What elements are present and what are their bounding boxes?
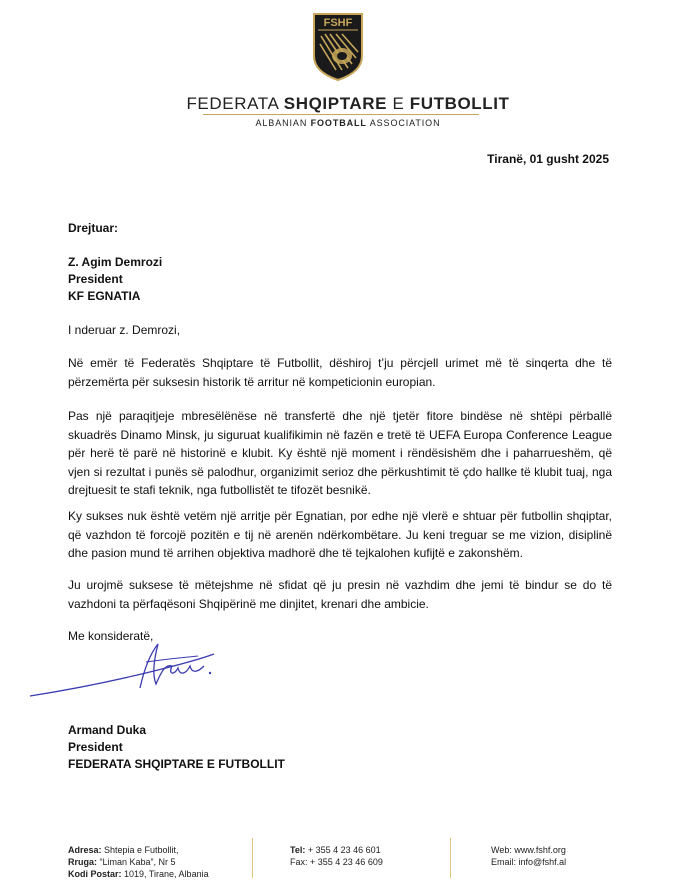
signer-org: FEDERATA SHQIPTARE E FUTBOLLIT bbox=[68, 757, 285, 771]
federation-suffix: FUTBOLLIT bbox=[409, 94, 510, 113]
paragraph-4: Ju urojmë suksese të mëtejshme në sfidat që ju presin në vazhdim dhe jemi të bindur se do të vazhdoni ta përfaqësoni Shqipërinë me dinjitet, krenari dhe ambicie. bbox=[68, 578, 612, 611]
footer-divider bbox=[450, 838, 451, 878]
federation-e: E bbox=[387, 94, 410, 113]
footer-phone bbox=[290, 844, 383, 868]
footer-web bbox=[491, 844, 566, 868]
addressed-to: Drejtuar: bbox=[68, 221, 119, 235]
header-rule bbox=[203, 114, 479, 115]
footer-address bbox=[68, 844, 209, 880]
fax-value: + 355 4 23 46 609 bbox=[307, 857, 383, 867]
federation-name bbox=[0, 94, 696, 114]
email-link[interactable]: Email: info@fshf.al bbox=[491, 857, 567, 867]
fax-label: Fax: bbox=[290, 857, 308, 867]
sub-prefix: ALBANIAN bbox=[255, 118, 311, 128]
paragraph-3: Ky sukses nuk është vetëm një arritje për Egnatian, por edhe një vlerë e shtuar për futbollin shqiptar, që vazhdon të forcojë pozitën e tij në arenën ndërkombëtare. Ju keni treguar se me vizion, disiplinë dhe pasion mund të arrihen objektiva madhorë dhe të tejkalohen kufijtë e zakonshëm. bbox=[68, 509, 612, 561]
recipient-block bbox=[68, 254, 612, 305]
letterhead-footer bbox=[68, 838, 628, 880]
federation-mid: SHQIPTARE bbox=[283, 94, 388, 113]
tel-value: + 355 4 23 46 601 bbox=[305, 845, 381, 855]
paragraph-2: Pas një paraqitjeje mbresëlënëse në transfertë dhe një tjetër fitore bindëse në shtëpi përballë skuadrës Dinamo Minsk, ju siguruat kualifikimin në fazën e tretë të UEFA Europa Conference League për herë të parë në historinë e klubit. Ky është një moment i rëndësishëm dhe i paharrueshëm, që vjen si rezultat i punës së palodhur, organizimit serioz dhe përkushtimit të çdo hallke të klubit tuaj, nga drejtuesit te stafi teknik, nga futbollistët te tifozët besnikë. bbox=[68, 409, 612, 498]
postal-value: 1019, Tirane, Albania bbox=[121, 869, 209, 879]
association-name bbox=[0, 118, 696, 128]
street-value: “Liman Kaba”, Nr 5 bbox=[97, 857, 176, 867]
letter-date: Tiranë, 01 gusht 2025 bbox=[487, 152, 609, 166]
federation-prefix: FEDERATA bbox=[186, 94, 284, 113]
signer-title: President bbox=[68, 740, 123, 754]
logo-text: FSHF bbox=[323, 17, 353, 29]
tel-label: Tel: bbox=[290, 845, 306, 855]
salutation: I nderuar z. Demrozi, bbox=[68, 323, 181, 337]
postal-label: Kodi Postar: bbox=[68, 869, 122, 879]
signer-name: Armand Duka bbox=[68, 723, 147, 737]
address-label: Adresa: bbox=[68, 845, 102, 855]
paragraph-1: Në emër të Federatës Shqiptare të Futbollit, dëshiroj t’ju përcjell urimet më të sinqerta dhe të përzemërta për suksesin historik të arritur në kompeticionin europian. bbox=[68, 356, 612, 389]
recipient-name: Z. Agim Demrozi bbox=[68, 255, 163, 269]
street-label: Rruga: bbox=[68, 857, 97, 867]
address-value: Shtepia e Futbollit, bbox=[101, 845, 179, 855]
closing: Me konsideratë, bbox=[68, 629, 154, 643]
handwritten-signature bbox=[28, 640, 224, 706]
fshf-logo bbox=[312, 12, 364, 82]
signer-block bbox=[68, 722, 612, 773]
web-link[interactable]: Web: www.fshf.org bbox=[491, 845, 566, 855]
recipient-title: President bbox=[68, 272, 123, 286]
recipient-org: KF EGNATIA bbox=[68, 289, 141, 303]
sub-suffix: ASSOCIATION bbox=[366, 118, 441, 128]
sub-bold: FOOTBALL bbox=[310, 118, 367, 128]
footer-divider bbox=[252, 838, 253, 878]
